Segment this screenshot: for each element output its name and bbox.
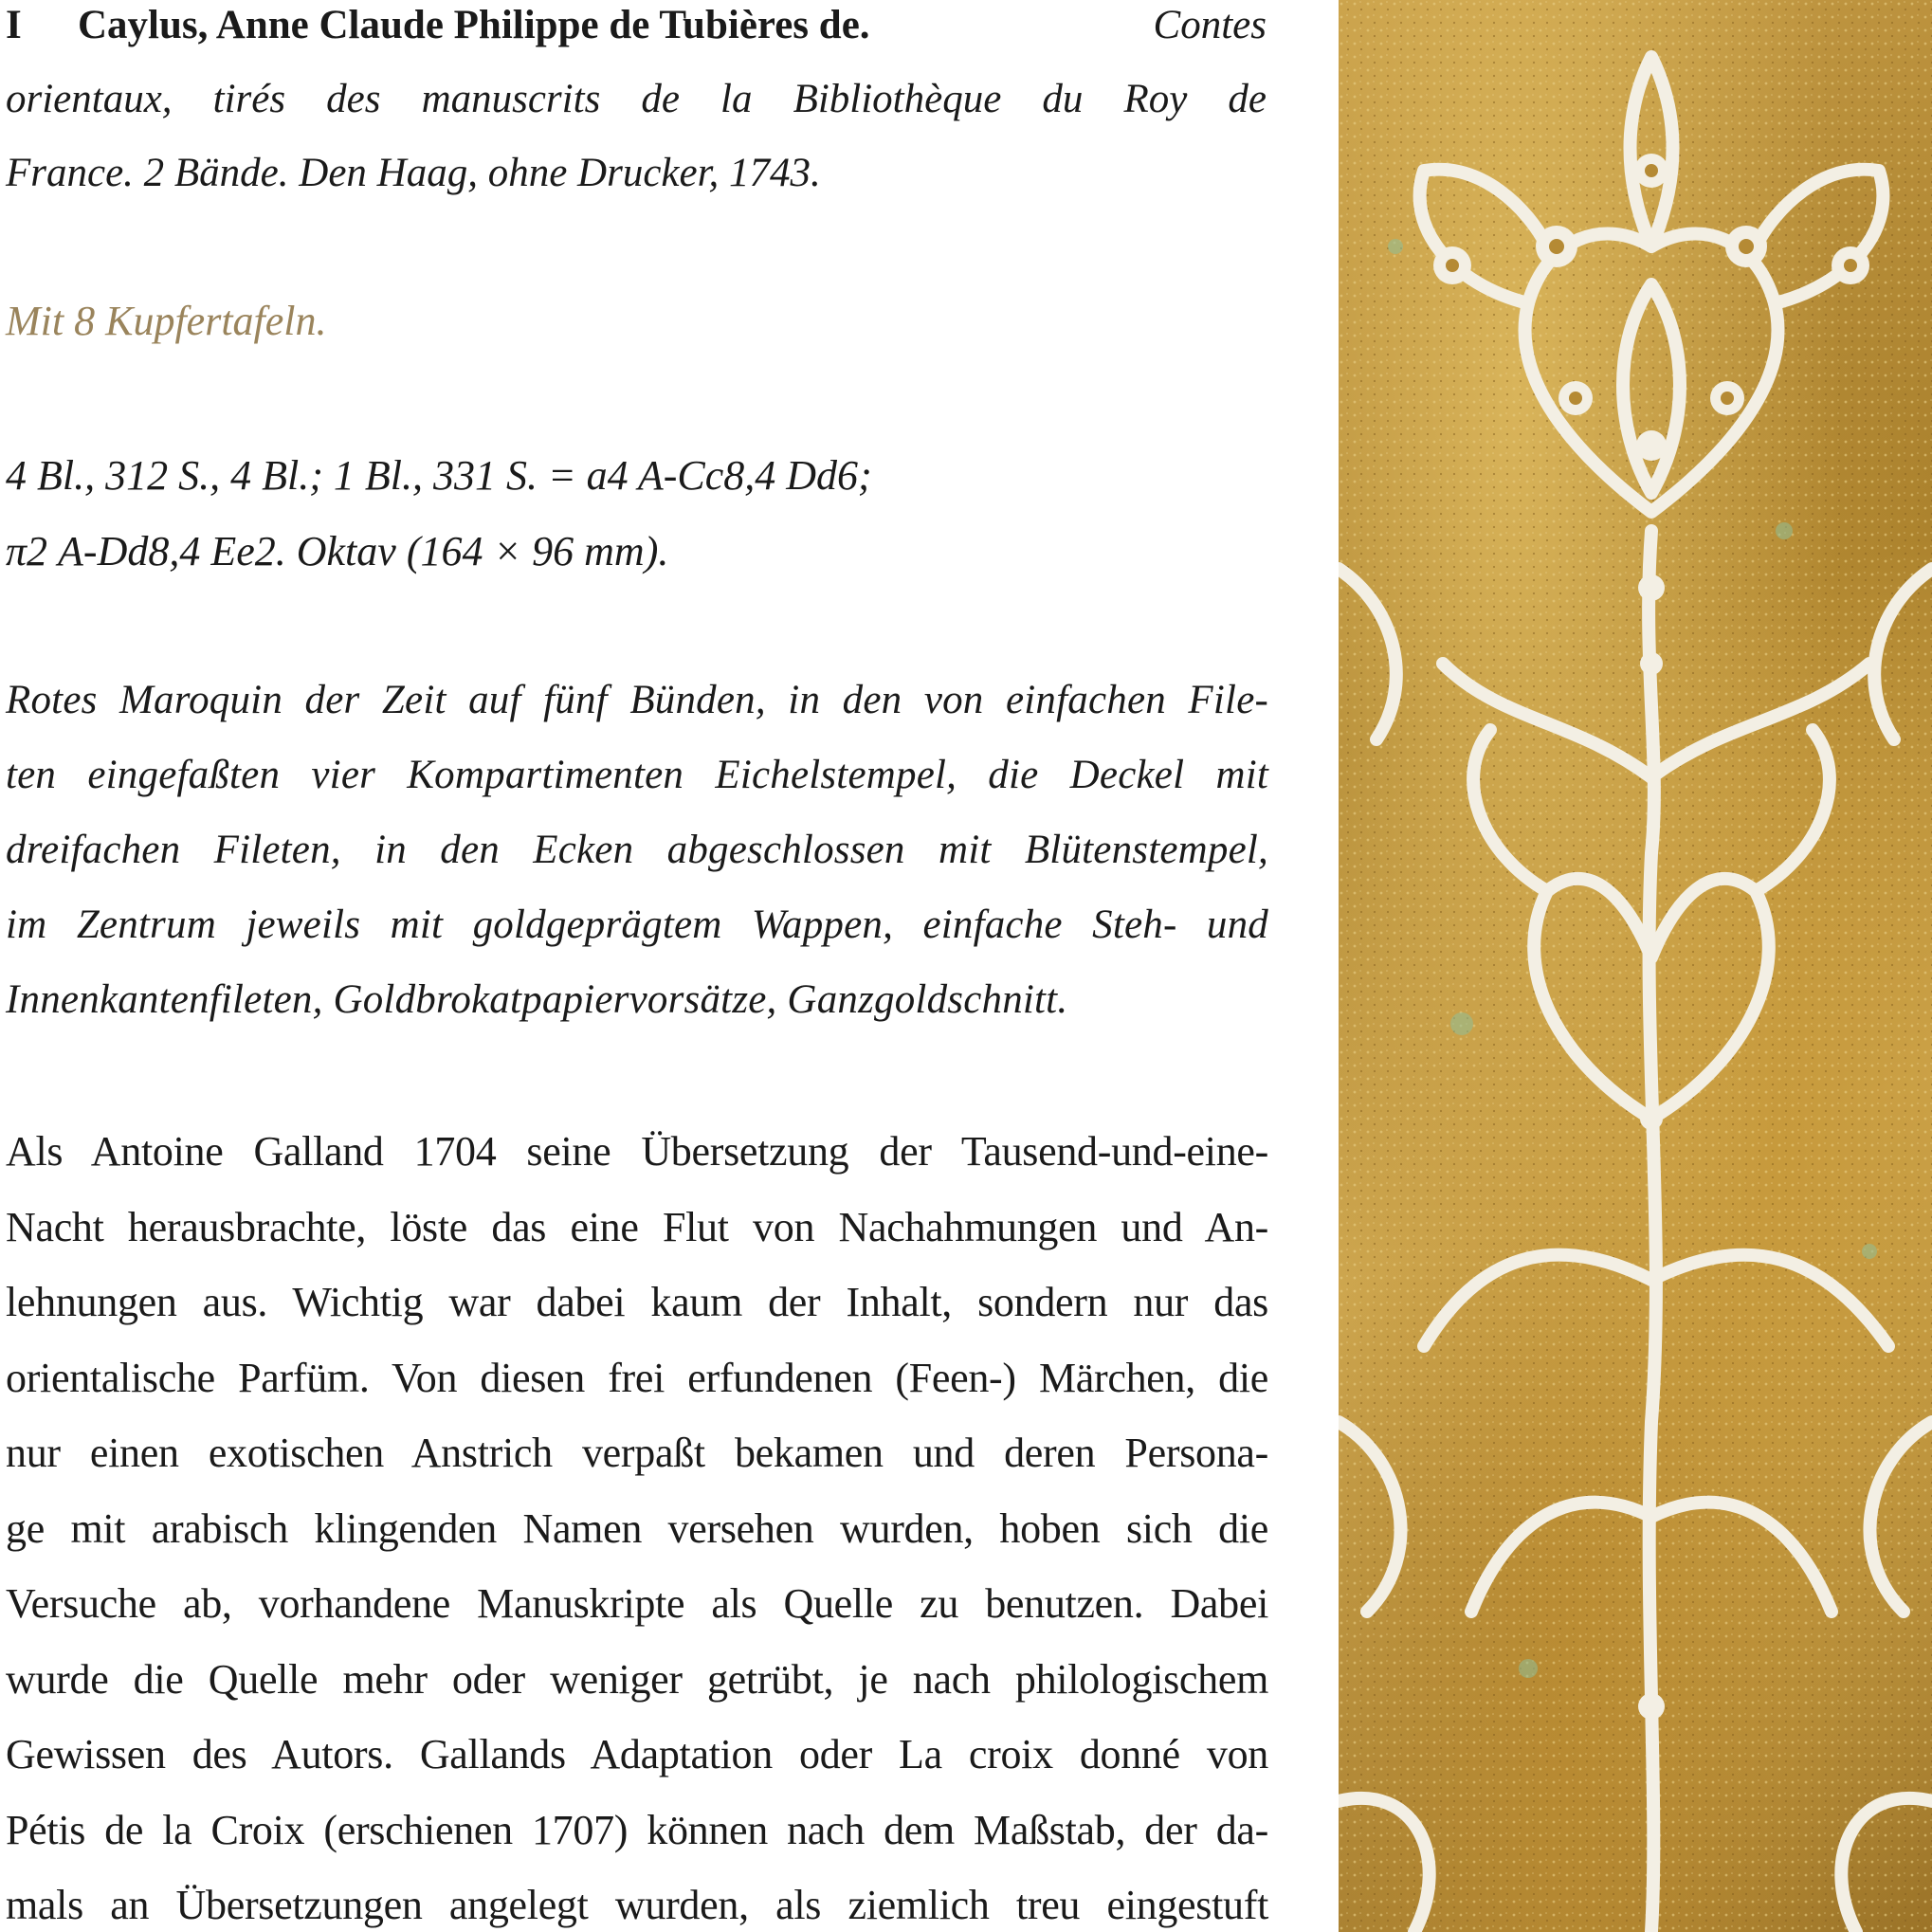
body-line: Gewissen des Autors. Gallands Adaptation oder La croix donné von: [6, 1731, 1268, 1777]
body-line: orientalische Parfüm. Von diesen frei erfundenen (Feen-) Märchen, die: [6, 1354, 1268, 1401]
body-paragraph: [6, 1114, 1268, 1932]
body-line: wurde die Quelle mehr oder weniger getrübt, je nach philologischem: [6, 1655, 1268, 1703]
entry-author: Caylus, Anne Claude Philippe de Tubières de.: [78, 3, 870, 47]
collation-line: π2 A-Dd8,4 Ee2. Oktav (164 × 96 mm).: [6, 528, 669, 574]
body-line: Als Antoine Galland 1704 seine Übersetzung der Tausend-und-eine-: [6, 1128, 1268, 1175]
brocade-paper-ornament-icon: [1339, 0, 1932, 1932]
brocade-paper-image: [1339, 0, 1932, 1932]
binding-line: Innenkantenfileten, Goldbrokatpapiervorsätze, Ganzgoldschnitt.: [6, 977, 1068, 1022]
binding-line: im Zentrum jeweils mit goldgeprägtem Wappen, einfache Steh- und: [6, 902, 1268, 947]
body-line: lehnungen aus. Wichtig war dabei kaum der Inhalt, sondern nur das: [6, 1279, 1268, 1325]
entry-title-line: orientaux, tirés des manuscrits de la Bibliothèque du Roy de: [6, 77, 1267, 121]
binding-line: Rotes Maroquin der Zeit auf fünf Bünden, in den von einfachen File-: [6, 678, 1268, 722]
body-line: mals an Übersetzungen angelegt wurden, als ziemlich treu eingestuft: [6, 1882, 1268, 1928]
body-line: Pétis de la Croix (erschienen 1707) können nach dem Maßstab, der da-: [6, 1806, 1268, 1853]
entry-heading: [6, 0, 1267, 210]
binding-description: [6, 663, 1268, 1037]
collation-line: 4 Bl., 312 S., 4 Bl.; 1 Bl., 331 S. = a4 A-Cc8,4 Dd6;: [6, 452, 872, 499]
plates-note: Mit 8 Kupfertafeln.: [6, 298, 327, 344]
entry-title-line: France. 2 Bände. Den Haag, ohne Drucker, 1743.: [6, 151, 821, 195]
entry-title-line: Contes: [1153, 3, 1267, 47]
body-line: Nacht herausbrachte, löste das eine Flut von Nachahmungen und An-: [6, 1203, 1268, 1250]
binding-line: ten eingefaßten vier Kompartimenten Eichelstempel, die Deckel mit: [6, 753, 1268, 797]
body-line: ge mit arabisch klingenden Namen versehen wurden, hoben sich die: [6, 1504, 1268, 1552]
binding-line: dreifachen Fileten, in den Ecken abgeschlossen mit Blütenstempel,: [6, 828, 1268, 872]
body-line: Versuche ab, vorhandene Manuskripte als Quelle zu benutzen. Dabei: [6, 1580, 1268, 1627]
collation: [6, 438, 1267, 590]
body-line: nur einen exotischen Anstrich verpaßt bekamen und deren Persona-: [6, 1430, 1268, 1476]
entry-number: I: [6, 3, 22, 47]
